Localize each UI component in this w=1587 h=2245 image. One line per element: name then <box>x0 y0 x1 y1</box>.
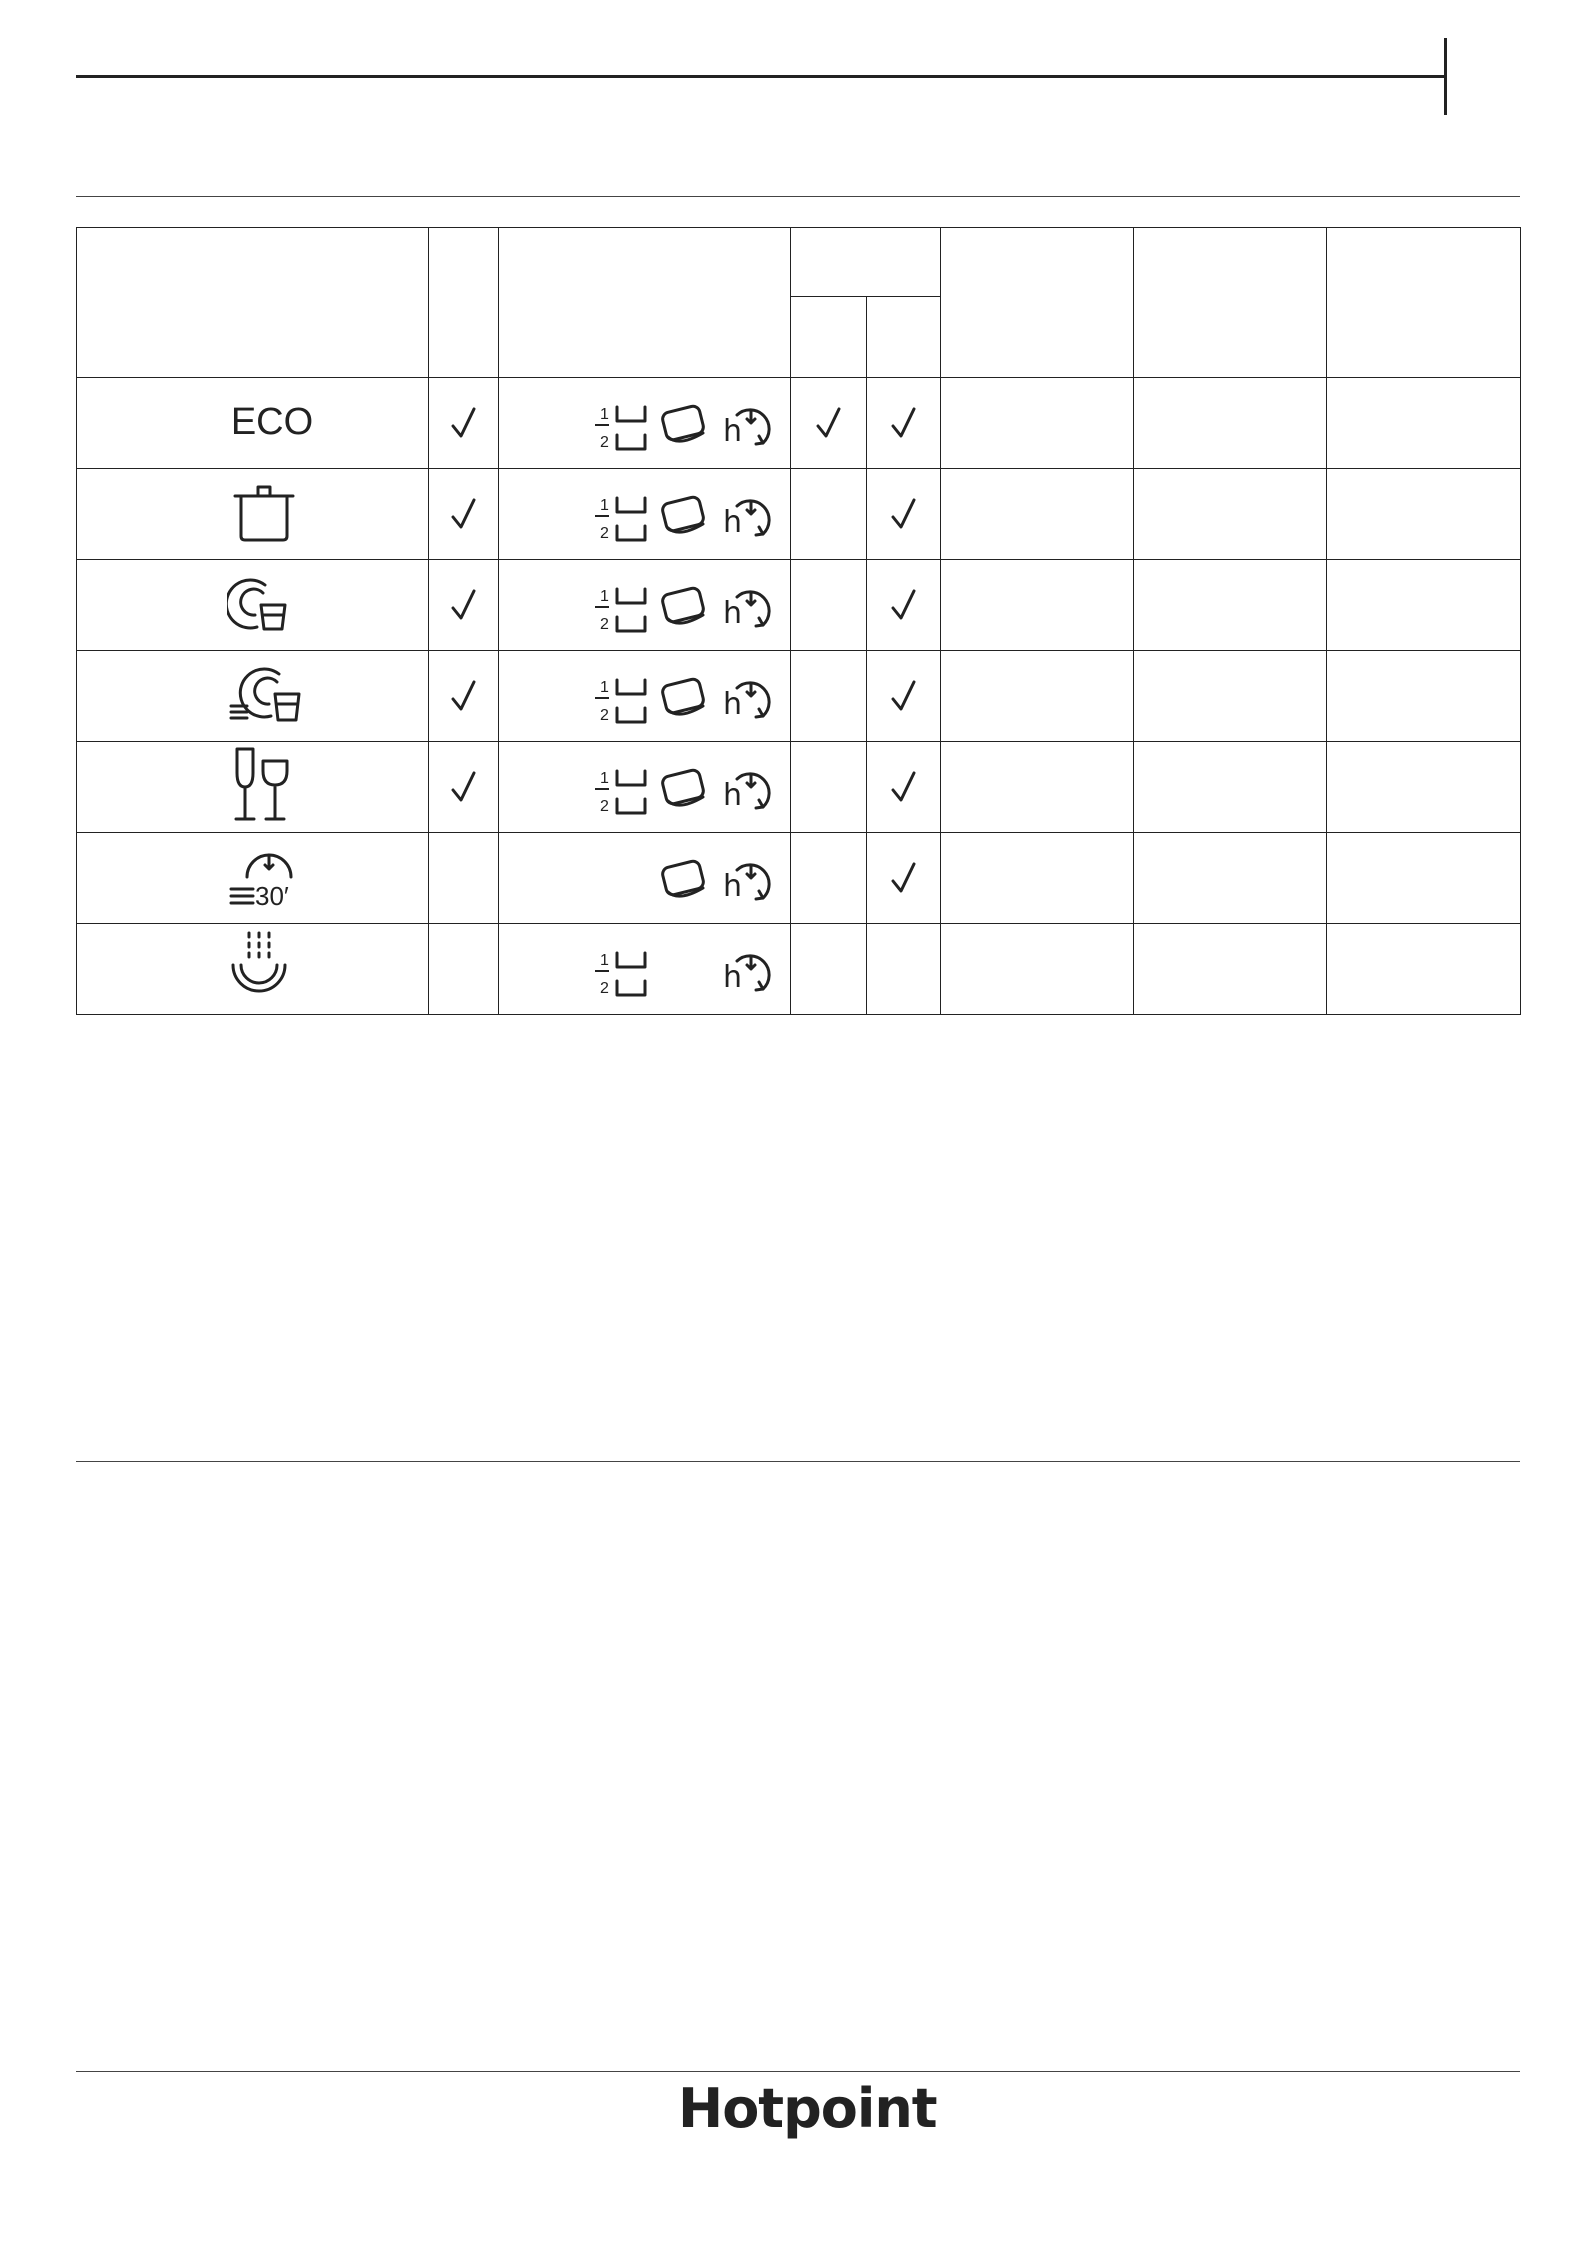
program-cell <box>77 469 429 560</box>
duration-cell <box>941 378 1134 469</box>
half-load-icon <box>593 403 649 455</box>
checkmark-icon <box>429 770 498 804</box>
daily-plate-glass-icon <box>227 573 289 633</box>
svg-text:h: h <box>722 869 742 904</box>
header-tick <box>1444 38 1447 115</box>
options-cell <box>499 924 791 1015</box>
water-cell <box>1134 651 1327 742</box>
header-drying-b <box>867 297 941 378</box>
program-row <box>77 469 1521 560</box>
drying-b-cell <box>867 742 941 833</box>
header-row <box>77 228 1521 297</box>
checkmark-icon <box>791 406 866 440</box>
tablet-icon <box>659 858 709 902</box>
svg-text:1: 1 <box>599 588 609 605</box>
checkmark-icon <box>867 770 940 804</box>
header-detergent <box>429 228 499 378</box>
svg-text:h: h <box>722 960 742 995</box>
svg-text:2: 2 <box>599 798 609 815</box>
checkmark-icon <box>867 679 940 713</box>
svg-text:2: 2 <box>599 525 609 542</box>
program-cell <box>77 924 429 1015</box>
program-row <box>77 560 1521 651</box>
detergent-cell <box>429 833 499 924</box>
hotpoint-logo: Hotpoint <box>678 2077 937 2140</box>
checkmark-icon <box>867 406 940 440</box>
drying-b-cell <box>867 560 941 651</box>
half-load-icon <box>593 585 649 637</box>
energy-cell <box>1327 742 1521 833</box>
svg-text:1: 1 <box>599 497 609 514</box>
duration-cell <box>941 924 1134 1015</box>
delay-start-icon <box>723 676 775 722</box>
options-cell <box>499 833 791 924</box>
energy-cell <box>1327 833 1521 924</box>
section-divider-middle <box>76 1461 1520 1462</box>
section-divider-top <box>76 196 1520 197</box>
energy-cell <box>1327 560 1521 651</box>
checkmark-icon <box>867 497 940 531</box>
water-cell <box>1134 469 1327 560</box>
detergent-cell <box>429 651 499 742</box>
duration-cell <box>941 651 1134 742</box>
svg-text:30′: 30′ <box>255 880 289 909</box>
checkmark-icon <box>429 679 498 713</box>
svg-text:2: 2 <box>599 616 609 633</box>
checkmark-icon <box>867 861 940 895</box>
water-cell <box>1134 742 1327 833</box>
half-load-icon <box>593 949 649 1001</box>
drying-a-cell <box>791 560 867 651</box>
header-drying <box>791 228 941 297</box>
tablet-icon <box>659 767 709 811</box>
header-rule <box>76 75 1447 78</box>
duration-cell <box>941 833 1134 924</box>
checkmark-icon <box>429 406 498 440</box>
eco-label-icon <box>227 396 317 446</box>
program-cell <box>77 742 429 833</box>
drying-a-cell <box>791 742 867 833</box>
program-row <box>77 651 1521 742</box>
program-cell <box>77 833 429 924</box>
duration-cell <box>941 469 1134 560</box>
svg-text:1: 1 <box>599 679 609 696</box>
water-cell <box>1134 378 1327 469</box>
drying-b-cell <box>867 378 941 469</box>
svg-text:2: 2 <box>599 434 609 451</box>
drying-b-cell <box>867 924 941 1015</box>
program-row <box>77 833 1521 924</box>
glasses-icon <box>227 745 297 825</box>
program-row <box>77 742 1521 833</box>
half-load-icon <box>593 767 649 819</box>
svg-text:2: 2 <box>599 980 609 997</box>
program-cell <box>77 560 429 651</box>
drying-a-cell <box>791 924 867 1015</box>
checkmark-icon <box>429 588 498 622</box>
header-drying-a <box>791 297 867 378</box>
svg-text:h: h <box>722 414 742 449</box>
tablet-icon <box>659 403 709 447</box>
tablet-icon <box>659 676 709 720</box>
svg-text:1: 1 <box>599 770 609 787</box>
options-cell <box>499 742 791 833</box>
svg-text:1: 1 <box>599 952 609 969</box>
delay-start-icon <box>723 585 775 631</box>
duration-cell <box>941 560 1134 651</box>
delay-start-icon <box>723 494 775 540</box>
tablet-icon <box>659 585 709 629</box>
energy-cell <box>1327 651 1521 742</box>
energy-cell <box>1327 469 1521 560</box>
program-cell <box>77 378 429 469</box>
half-load-icon <box>593 676 649 728</box>
program-row <box>77 378 1521 469</box>
footer-divider <box>76 2071 1520 2072</box>
drying-b-cell <box>867 651 941 742</box>
svg-text:h: h <box>722 778 742 813</box>
options-cell <box>499 378 791 469</box>
checkmark-icon <box>429 497 498 531</box>
checkmark-icon <box>867 588 940 622</box>
rapid-30-icon <box>227 843 307 909</box>
options-cell <box>499 469 791 560</box>
drying-a-cell <box>791 469 867 560</box>
prewash-icon <box>227 929 291 1005</box>
half-load-icon <box>593 494 649 546</box>
delay-start-icon <box>723 767 775 813</box>
program-row <box>77 924 1521 1015</box>
drying-a-cell <box>791 378 867 469</box>
programs-table <box>76 227 1521 1015</box>
delay-start-icon <box>723 949 775 995</box>
drying-b-cell <box>867 469 941 560</box>
detergent-cell <box>429 378 499 469</box>
svg-text:h: h <box>722 505 742 540</box>
drying-a-cell <box>791 833 867 924</box>
detergent-cell <box>429 560 499 651</box>
header-program <box>77 228 429 378</box>
drying-a-cell <box>791 651 867 742</box>
program-cell <box>77 651 429 742</box>
options-cell <box>499 560 791 651</box>
svg-text:ECO: ECO <box>230 400 314 443</box>
header-duration <box>941 228 1134 378</box>
svg-text:1: 1 <box>599 406 609 423</box>
options-cell <box>499 651 791 742</box>
svg-text:2: 2 <box>599 707 609 724</box>
header-options <box>499 228 791 378</box>
duration-cell <box>941 742 1134 833</box>
water-cell <box>1134 833 1327 924</box>
fast-plate-glass-icon <box>227 662 307 726</box>
detergent-cell <box>429 469 499 560</box>
delay-start-icon <box>723 858 775 904</box>
water-cell <box>1134 924 1327 1015</box>
tablet-icon <box>659 494 709 538</box>
energy-cell <box>1327 924 1521 1015</box>
svg-text:h: h <box>722 687 742 722</box>
detergent-cell <box>429 924 499 1015</box>
water-cell <box>1134 560 1327 651</box>
energy-cell <box>1327 378 1521 469</box>
header-water <box>1134 228 1327 378</box>
svg-text:h: h <box>722 596 742 631</box>
drying-b-cell <box>867 833 941 924</box>
delay-start-icon <box>723 403 775 449</box>
header-energy <box>1327 228 1521 378</box>
pot-icon <box>227 480 301 544</box>
detergent-cell <box>429 742 499 833</box>
